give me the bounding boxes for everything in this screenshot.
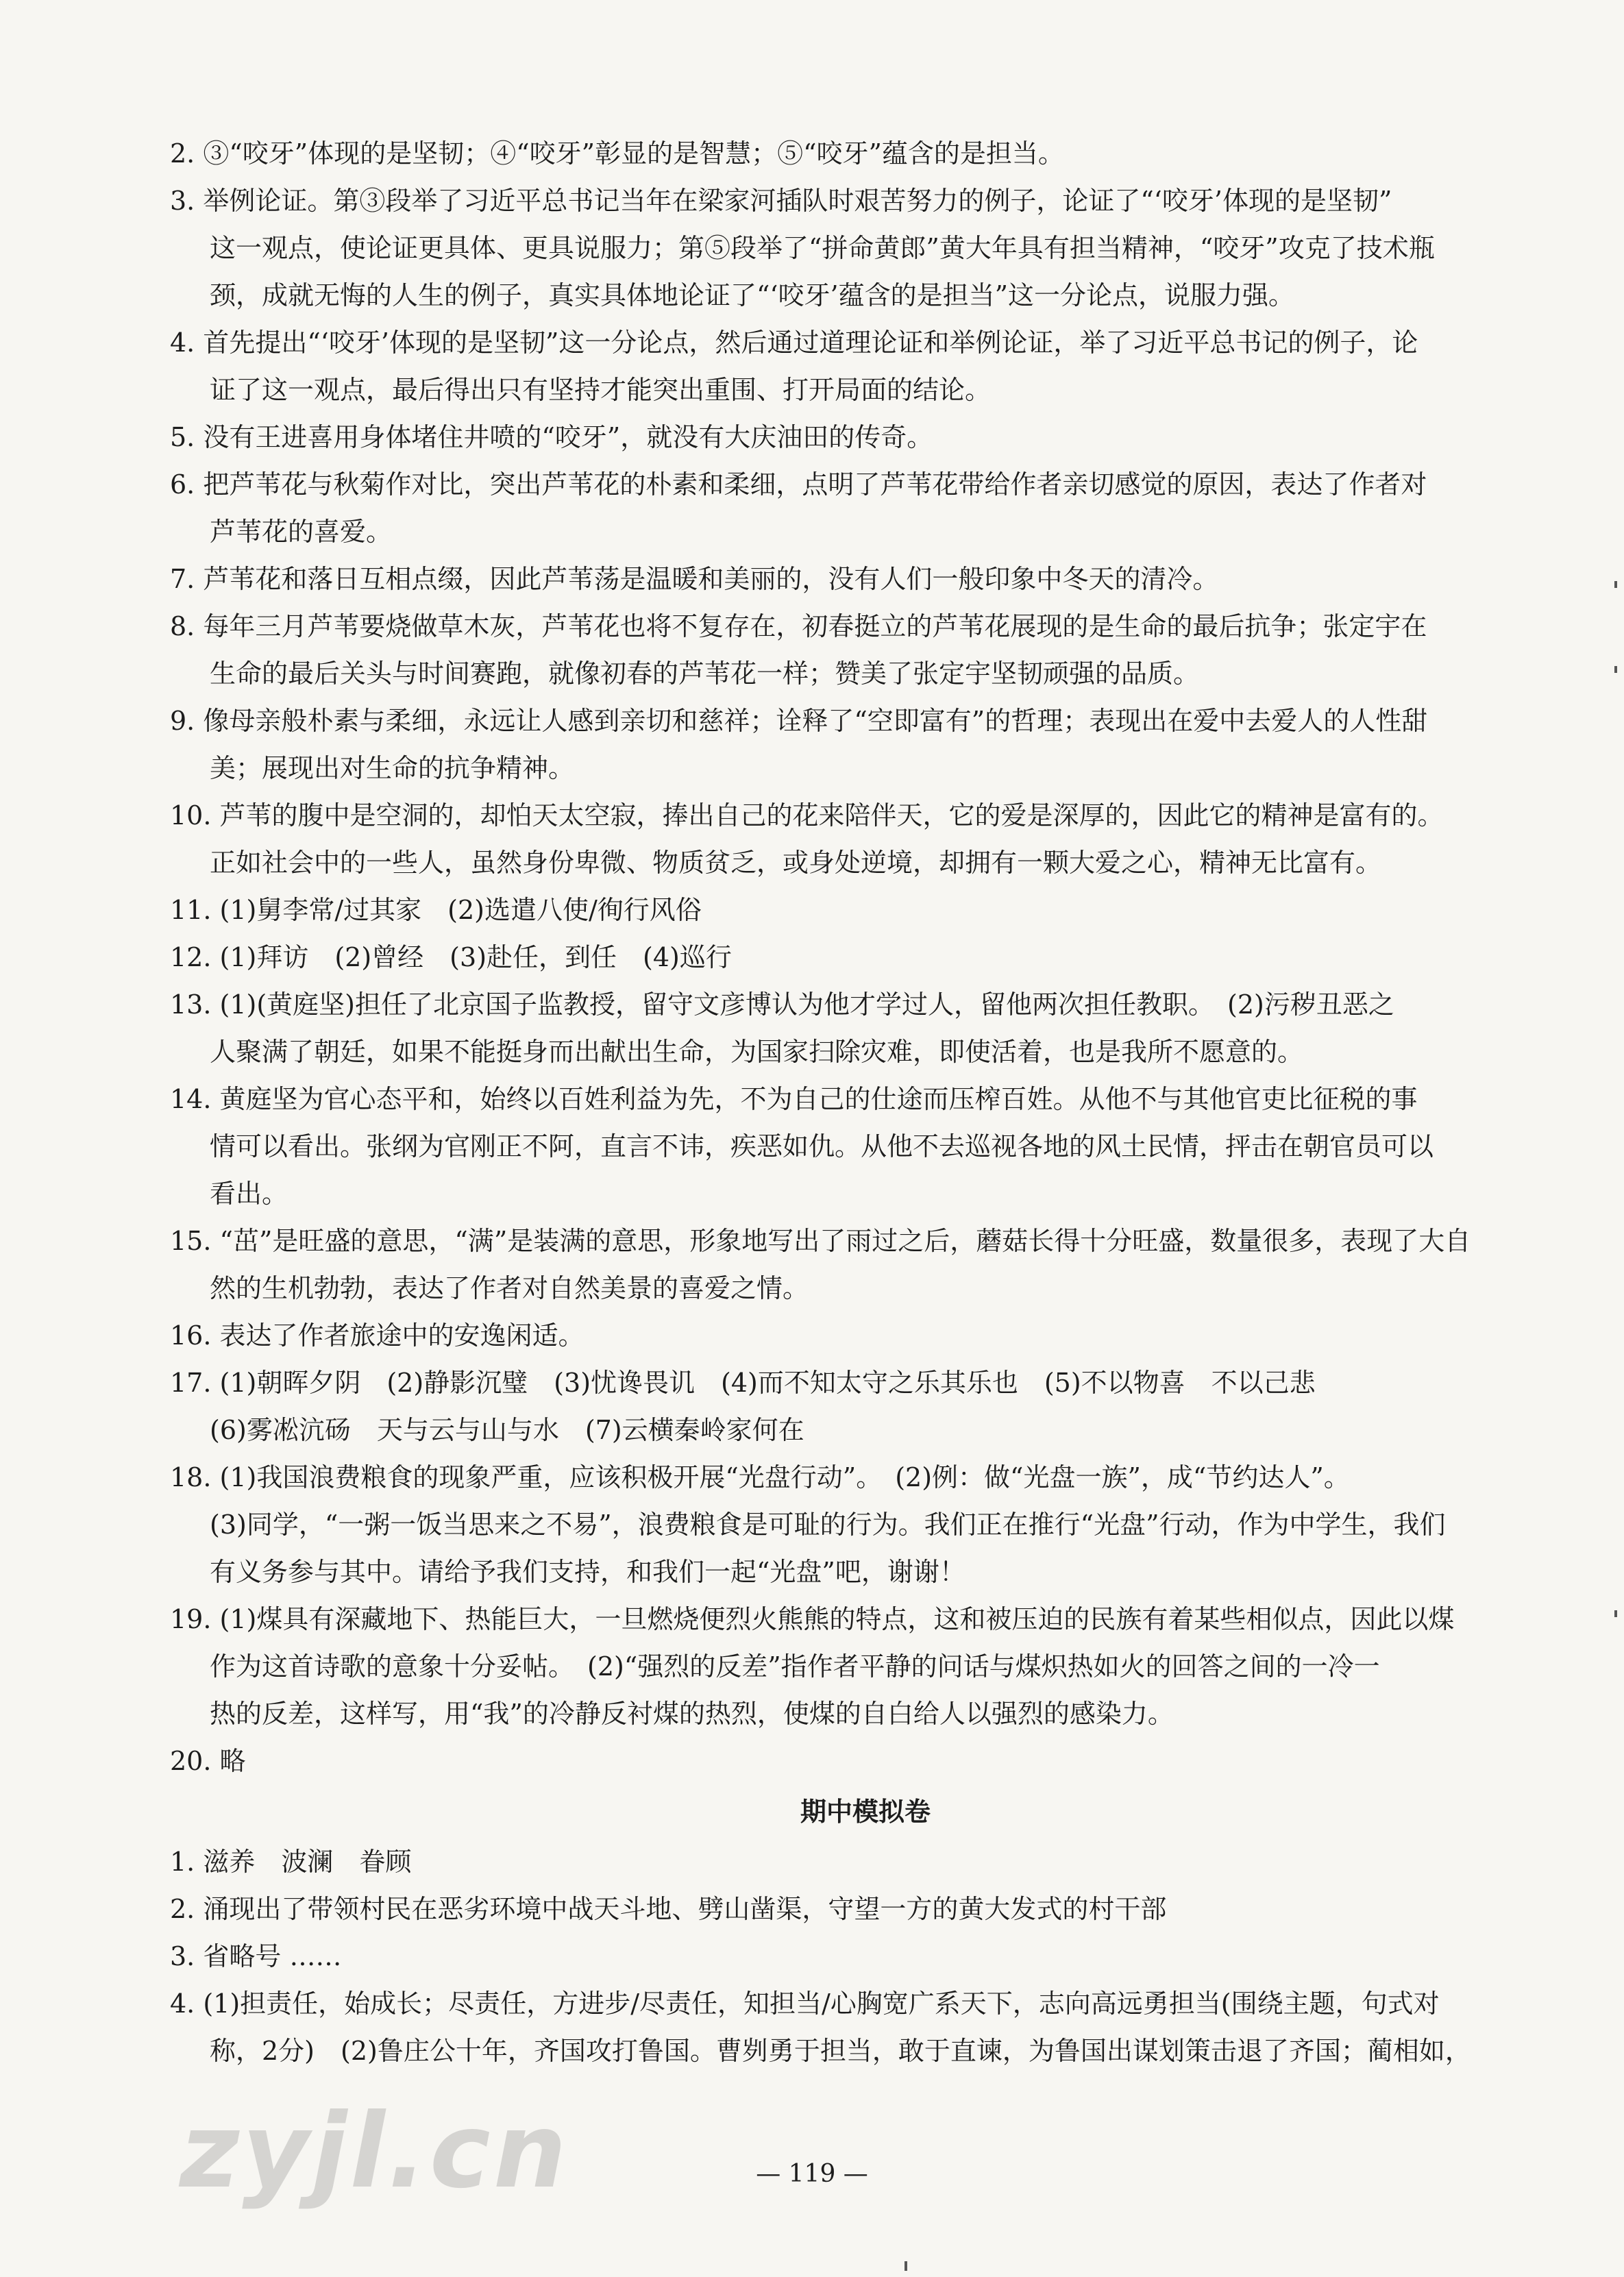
answer-text: 芦苇花和落日互相点缀，因此芦苇荡是温暖和美丽的，没有人们一般印象中冬天的清冷。 [203,564,1219,594]
answer-number: 17. [170,1368,212,1398]
answer-text: 每年三月芦苇要烧做草木灰，芦苇花也将不复存在，初春挺立的芦苇花展现的是生命的最后抗争；张定宇在 [203,611,1427,641]
answer-item [170,130,1534,177]
answer-line [170,461,1534,508]
answer-line [170,1312,1534,1359]
section-title: 期中模拟卷 [800,1797,931,1827]
answer-item [170,1312,1534,1359]
answer-item [170,1933,1534,1980]
answer-line [170,1738,1534,1785]
answer-line [170,130,1534,177]
midterm-answers-list [170,1838,1534,2075]
answer-number: 2. [170,138,195,169]
answer-number: 3. [170,186,195,216]
answer-number: 3. [170,1941,195,1971]
answer-number: 2. [170,1894,195,1924]
answer-line [170,1407,1534,1454]
answer-text: 生命的最后关头与时间赛跑，就像初春的芦苇花一样；赞美了张定宇坚韧顽强的品质。 [210,659,1200,689]
answer-line [170,177,1534,225]
answer-text: 人聚满了朝廷，如果不能挺身而出献出生命，为国家扫除灾难，即使活着，也是我所不愿意的。 [210,1037,1304,1067]
answer-item [170,603,1534,698]
answer-number: 5. [170,422,195,452]
margin-mark [1614,666,1617,673]
answer-item [170,698,1534,792]
answer-line [170,1454,1534,1501]
answer-line [170,1123,1534,1170]
answer-line [170,1359,1534,1407]
answer-text: 这一观点，使论证更具体、更具说服力；第⑤段举了“拼命黄郎”黄大年具有担当精神，“咬牙”攻克了技术瓶 [210,233,1435,263]
margin-mark [1614,1610,1617,1617]
answer-line [170,1549,1534,1596]
answer-item [170,1980,1534,2075]
answer-line [170,1170,1534,1218]
answer-line [170,1933,1534,1980]
answer-line [170,1980,1534,2028]
answer-line [170,887,1534,934]
answer-text: 涌现出了带领村民在恶劣环境中战天斗地、劈山凿渠，守望一方的黄大发式的村干部 [203,1894,1167,1924]
answer-line [170,2028,1534,2075]
answer-text: 芦苇的腹中是空洞的，却怕天太空寂，捧出自己的花来陪伴天，它的爱是深厚的，因此它的精神是富有的。 [219,800,1444,830]
answer-text: 滋养 波澜 眷顾 [203,1847,412,1877]
answer-text: 省略号 …… [203,1941,342,1971]
answer-item [170,319,1534,414]
answer-text: 正如社会中的一些人，虽然身份卑微、物质贫乏，或身处逆境，却拥有一颗大爱之心，精神无比富有。 [210,848,1382,878]
answer-number: 12. [170,942,212,972]
answer-text: 作为这首诗歌的意象十分妥帖。 (2)“强烈的反差”指作者平静的问话与煤炽热如火的回答之间的一冷一 [210,1651,1380,1682]
page-number: — 119 — [756,2160,868,2188]
answer-item [170,792,1534,887]
answer-number: 20. [170,1746,212,1776]
answer-text: 像母亲般朴素与柔细，永远让人感到亲切和慈祥；诠释了“空即富有”的哲理；表现出在爱中去爱人的人性甜 [203,706,1428,736]
answer-text: 把芦苇花与秋菊作对比，突出芦苇花的朴素和柔细，点明了芦苇花带给作者亲切感觉的原因，表达了作者对 [203,469,1427,500]
answer-content [170,130,1534,2075]
margin-mark [1614,581,1617,588]
answer-text: 首先提出“‘咬牙’体现的是坚韧”这一分论点，然后通过道理论证和举例论证，举了习近平总书记的例子，论 [203,328,1418,358]
answer-number: 15. [170,1226,212,1256]
answer-line [170,981,1534,1029]
answer-text: (1)担责任，始成长；尽责任，方进步/尽责任，知担当/心胸宽广系天下，志向高远勇担当(围绕主题，句式对 [203,1989,1440,2019]
answer-number: 14. [170,1084,212,1114]
answer-text: (1)煤具有深藏地下、热能巨大，一旦燃烧便烈火熊熊的特点，这和被压迫的民族有着某些相似点，因此以煤 [219,1604,1455,1634]
answer-number: 4. [170,1989,195,2019]
answer-text: 证了这一观点，最后得出只有坚持才能突出重围、打开局面的结论。 [210,375,992,405]
answer-text: 略 [219,1746,246,1776]
answer-text: 黄庭坚为官心态平和，始终以百姓利益为先，不为自己的仕途而压榨百姓。从他不与其他官吏比征税的事 [219,1084,1418,1114]
answer-item [170,1596,1534,1738]
answer-number: 11. [170,895,212,925]
answer-text: 没有王进喜用身体堵住井喷的“咬牙”，就没有大庆油田的传奇。 [203,422,933,452]
answer-line [170,650,1534,698]
answer-text: “茁”是旺盛的意思，“满”是装满的意思，形象地写出了雨过之后，蘑菇长得十分旺盛，数量很多，表现了大自 [219,1226,1471,1256]
answer-line [170,1596,1534,1643]
answer-number: 10. [170,800,212,830]
answer-line [170,1076,1534,1123]
answer-line [170,1501,1534,1549]
answer-text: 有义务参与其中。请给予我们支持，和我们一起“光盘”吧，谢谢！ [210,1557,965,1587]
answer-line [170,792,1534,839]
answer-line [170,698,1534,745]
answer-line [170,1690,1534,1738]
answer-line [170,1886,1534,1933]
answer-number: 9. [170,706,195,736]
answer-line [170,1838,1534,1886]
answer-line [170,1218,1534,1265]
answer-text: (1)舅李常/过其家 (2)选遣八使/徇行风俗 [219,895,702,925]
answer-number: 16. [170,1320,212,1351]
answer-line [170,508,1534,556]
answer-number: 6. [170,469,195,500]
answer-text: 称，2分) (2)鲁庄公十年，齐国攻打鲁国。曹刿勇于担当，敢于直谏，为鲁国出谋划策击退了齐国；蔺相如， [210,2036,1471,2066]
answer-text: ③“咬牙”体现的是坚韧；④“咬牙”彰显的是智慧；⑤“咬牙”蕴含的是担当。 [203,138,1064,169]
answer-number: 19. [170,1604,212,1634]
answer-line [170,934,1534,981]
answer-number: 18. [170,1462,212,1492]
answer-line [170,1643,1534,1690]
answer-text: (1)朝晖夕阴 (2)静影沉璧 (3)忧谗畏讥 (4)而不知太守之乐其乐也 (5)不以物喜 不以己悲 [219,1368,1316,1398]
answer-line [170,225,1534,272]
answer-line [170,272,1534,319]
answer-text: 颈，成就无悔的人生的例子，真实具体地论证了“‘咬牙’蕴含的是担当”这一分论点，说服力强。 [210,280,1295,310]
answer-line [170,1029,1534,1076]
answer-item [170,981,1534,1076]
answer-text: 然的生机勃勃，表达了作者对自然美景的喜爱之情。 [210,1273,809,1303]
answer-line [170,414,1534,461]
answer-number: 8. [170,611,195,641]
answer-item [170,1454,1534,1596]
answer-text: (1)拜访 (2)曾经 (3)赴任，到任 (4)巡行 [219,942,732,972]
watermark-logo: zyjl.cn [180,2092,569,2211]
answer-line [170,367,1534,414]
answer-text: (3)同学，“一粥一饭当思来之不易”，浪费粮食是可耻的行为。我们正在推行“光盘”行动，作为中学生，我们 [210,1510,1446,1540]
answer-line [170,603,1534,650]
answer-number: 1. [170,1847,195,1877]
answer-item [170,177,1534,319]
answer-number: 7. [170,564,195,594]
answer-text: 表达了作者旅途中的安逸闲适。 [219,1320,585,1351]
answer-item [170,1359,1534,1454]
answer-number: 13. [170,989,212,1020]
margin-mark [905,2261,907,2271]
answer-number: 4. [170,328,195,358]
answer-text: 情可以看出。张纲为官刚正不阿，直言不讳，疾恶如仇。从他不去巡视各地的风土民情，抨击在朝官员可以 [210,1131,1434,1161]
answer-line [170,839,1534,887]
answer-item [170,1738,1534,1785]
answer-text: (6)雾凇沆砀 天与云与山与水 (7)云横秦岭家何在 [210,1415,804,1445]
answer-text: 芦苇花的喜爱。 [210,517,393,547]
answer-item [170,1838,1534,1886]
answer-item [170,414,1534,461]
answer-line [170,319,1534,367]
answer-text: (1)(黄庭坚)担任了北京国子监教授，留守文彦博认为他才学过人，留他两次担任教职。 (2)污秽丑恶之 [219,989,1394,1020]
answer-text: 美；展现出对生命的抗争精神。 [210,753,575,783]
answer-item [170,461,1534,556]
answer-text: 热的反差，这样写，用“我”的冷静反衬煤的热烈，使煤的自白给人以强烈的感染力。 [210,1699,1174,1729]
answer-text: (1)我国浪费粮食的现象严重，应该积极开展“光盘行动”。 (2)例：做“光盘一族”，成“节约达人”。 [219,1462,1350,1492]
answer-item [170,1218,1534,1312]
answer-item [170,887,1534,934]
answer-item [170,934,1534,981]
answer-line [170,1265,1534,1312]
answer-line [170,745,1534,792]
answers-list [170,130,1534,1785]
answer-item [170,1886,1534,1933]
answer-text: 看出。 [210,1179,288,1209]
answer-line [170,556,1534,603]
answer-item [170,1076,1534,1218]
answer-item [170,556,1534,603]
answer-text: 举例论证。第③段举了习近平总书记当年在梁家河插队时艰苦努力的例子，论证了“‘咬牙’体现的是坚韧” [203,186,1392,216]
